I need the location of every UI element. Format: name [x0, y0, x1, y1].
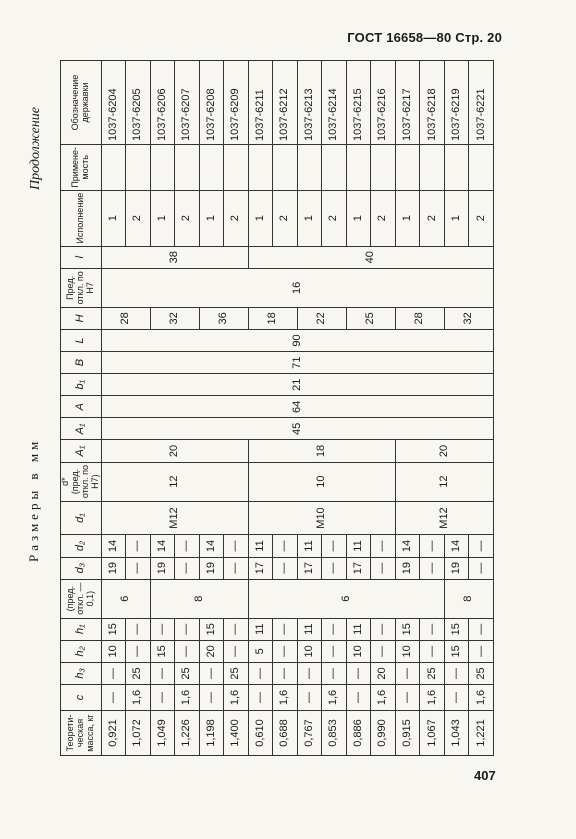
cell-h: 18 — [248, 307, 297, 329]
cell-mass: 1,221 — [469, 711, 494, 756]
cell-c: — — [444, 684, 469, 710]
cell-d3: — — [322, 557, 347, 579]
cell-application — [101, 145, 126, 191]
cell-mass: 1,067 — [420, 711, 445, 756]
cell-h: 28 — [395, 307, 444, 329]
cell-c: — — [346, 684, 371, 710]
cell-application — [199, 145, 224, 191]
cell-c: 1,6 — [371, 684, 396, 710]
cell-c: — — [395, 684, 420, 710]
cell-h2: — — [175, 640, 200, 662]
cell-h1: — — [469, 618, 494, 640]
cell-c: — — [101, 684, 126, 710]
cell-h1: 15 — [444, 618, 469, 640]
cell-h3: 25 — [224, 662, 249, 684]
cell-h2: — — [371, 640, 396, 662]
cell-c: — — [248, 684, 273, 710]
cell-h1: — — [273, 618, 298, 640]
cell-d3-tol: 8 — [444, 579, 493, 618]
cell-h3: 25 — [469, 662, 494, 684]
cell-designation: 1037-6217 — [395, 61, 420, 145]
cell-b-small: 16 — [101, 268, 493, 307]
cell-c: 1,6 — [469, 684, 494, 710]
cell-version: 2 — [469, 190, 494, 246]
col-application: Примене-мость — [61, 145, 102, 191]
cell-mass: 0,853 — [322, 711, 347, 756]
cell-designation: 1037-6204 — [101, 61, 126, 145]
cell-c: 1,6 — [273, 684, 298, 710]
col-designation: Обозначение державки — [61, 61, 102, 145]
cell-application — [273, 145, 298, 191]
cell-h3: 20 — [371, 662, 396, 684]
cell-h2: 10 — [395, 640, 420, 662]
cell-mass: 1,400 — [224, 711, 249, 756]
cell-h1: 15 — [395, 618, 420, 640]
cell-d3: — — [420, 557, 445, 579]
cell-mass: 0,990 — [371, 711, 396, 756]
cell-h3: — — [395, 662, 420, 684]
col-d: d* (пред. откл. по H7) — [61, 462, 102, 501]
cell-h1: 11 — [248, 618, 273, 640]
page-number: 407 — [474, 768, 496, 783]
cell-h3: — — [248, 662, 273, 684]
cell-c: — — [199, 684, 224, 710]
cell-version: 1 — [395, 190, 420, 246]
continuation-label: Продолжение — [28, 107, 43, 190]
cell-application — [469, 145, 494, 191]
cell-d: 12 — [101, 462, 248, 501]
cell-h2: 20 — [199, 640, 224, 662]
cell-designation: 1037-6208 — [199, 61, 224, 145]
cell-h3: 25 — [126, 662, 151, 684]
cell-h3: — — [150, 662, 175, 684]
cell-d2: — — [126, 535, 151, 557]
cell-a1x: 18 — [248, 440, 395, 462]
cell-version: 1 — [248, 190, 273, 246]
cell-h1: — — [420, 618, 445, 640]
cell-mass: 0,767 — [297, 711, 322, 756]
cell-h: 25 — [346, 307, 395, 329]
cell-h2: — — [322, 640, 347, 662]
col-d3: d₃ — [61, 557, 102, 579]
cell-a: 64 — [101, 396, 493, 418]
cell-version: 2 — [420, 190, 445, 246]
cell-h3: — — [101, 662, 126, 684]
standard-number: ГОСТ 16658—80 — [347, 30, 452, 45]
cell-a1x: 20 — [101, 440, 248, 462]
cell-d2: 11 — [297, 535, 322, 557]
cell-c: — — [150, 684, 175, 710]
cell-c: 1,6 — [322, 684, 347, 710]
cell-d2: 14 — [150, 535, 175, 557]
cell-d2: — — [371, 535, 396, 557]
cell-mass: 0,915 — [395, 711, 420, 756]
cell-designation: 1037-6216 — [371, 61, 396, 145]
cell-h: 36 — [199, 307, 248, 329]
cell-d1: M10 — [248, 501, 395, 535]
cell-l-small: 38 — [101, 246, 248, 268]
cell-h1: — — [224, 618, 249, 640]
cell-h1: — — [150, 618, 175, 640]
cell-c: 1,6 — [175, 684, 200, 710]
col-h1: h₁ — [61, 618, 102, 640]
cell-d3: 17 — [346, 557, 371, 579]
col-h2: h₂ — [61, 640, 102, 662]
cell-mass: 0,610 — [248, 711, 273, 756]
col-b: B — [61, 352, 102, 374]
cell-d1: M12 — [395, 501, 493, 535]
cell-h1: 11 — [346, 618, 371, 640]
cell-d3: — — [273, 557, 298, 579]
cell-h1: — — [322, 618, 347, 640]
cell-d3: — — [469, 557, 494, 579]
cell-d3: 19 — [395, 557, 420, 579]
col-b1: b₁ — [61, 374, 102, 396]
col-a: A — [61, 396, 102, 418]
cell-d2: 11 — [346, 535, 371, 557]
col-b-tol: Пред. откл. по H7 — [61, 268, 102, 307]
cell-mass: 0,921 — [101, 711, 126, 756]
cell-h: 28 — [101, 307, 150, 329]
cell-version: 2 — [126, 190, 151, 246]
cell-designation: 1037-6214 — [322, 61, 347, 145]
cell-h2: — — [420, 640, 445, 662]
cell-version: 1 — [444, 190, 469, 246]
cell-designation: 1037-6213 — [297, 61, 322, 145]
cell-h3: — — [444, 662, 469, 684]
cell-c: 1,6 — [224, 684, 249, 710]
cell-version: 1 — [346, 190, 371, 246]
cell-d2: 14 — [199, 535, 224, 557]
col-a1: A₁ — [61, 418, 102, 440]
cell-application — [150, 145, 175, 191]
cell-d3: — — [126, 557, 151, 579]
cell-version: 1 — [199, 190, 224, 246]
cell-designation: 1037-6206 — [150, 61, 175, 145]
cell-a1: 45 — [101, 418, 493, 440]
cell-d3: 17 — [297, 557, 322, 579]
cell-mass: 0,886 — [346, 711, 371, 756]
cell-version: 2 — [224, 190, 249, 246]
cell-l: 90 — [101, 329, 493, 351]
cell-d: 12 — [395, 462, 493, 501]
cell-h1: 11 — [297, 618, 322, 640]
cell-c: — — [297, 684, 322, 710]
cell-d2: — — [224, 535, 249, 557]
cell-version: 2 — [322, 190, 347, 246]
col-h3: h₃ — [61, 662, 102, 684]
cell-version: 1 — [150, 190, 175, 246]
cell-mass: 0,688 — [273, 711, 298, 756]
cell-application — [346, 145, 371, 191]
cell-d3: — — [224, 557, 249, 579]
cell-b: 71 — [101, 352, 493, 374]
cell-d1: M12 — [101, 501, 248, 535]
cell-application — [322, 145, 347, 191]
cell-d2: — — [175, 535, 200, 557]
col-l-small: l — [61, 246, 102, 268]
cell-h2: — — [224, 640, 249, 662]
cell-application — [420, 145, 445, 191]
col-d1: d₁ — [61, 501, 102, 535]
cell-d: 10 — [248, 462, 395, 501]
cell-mass: 1,043 — [444, 711, 469, 756]
cell-h3: — — [322, 662, 347, 684]
cell-designation: 1037-6209 — [224, 61, 249, 145]
cell-h3: 25 — [420, 662, 445, 684]
cell-h1: — — [371, 618, 396, 640]
cell-version: 2 — [273, 190, 298, 246]
cell-version: 1 — [101, 190, 126, 246]
table-body — [101, 61, 493, 756]
col-a1x: A₁ — [61, 440, 102, 462]
cell-application — [297, 145, 322, 191]
cell-application — [248, 145, 273, 191]
cell-application — [371, 145, 396, 191]
cell-d3-tol: 8 — [150, 579, 248, 618]
cell-mass: 1,072 — [126, 711, 151, 756]
cell-d2: 14 — [101, 535, 126, 557]
cell-d2: — — [273, 535, 298, 557]
cell-h3: 25 — [175, 662, 200, 684]
cell-h2: 5 — [248, 640, 273, 662]
table-row — [101, 61, 126, 756]
cell-h3: — — [199, 662, 224, 684]
cell-h2: 15 — [444, 640, 469, 662]
cell-d2: 11 — [248, 535, 273, 557]
cell-h2: — — [273, 640, 298, 662]
cell-d3: 19 — [444, 557, 469, 579]
cell-d3: 17 — [248, 557, 273, 579]
cell-d2: — — [322, 535, 347, 557]
cell-h3: — — [346, 662, 371, 684]
col-h: H — [61, 307, 102, 329]
cell-d3-tol: 6 — [248, 579, 444, 618]
cell-designation: 1037-6221 — [469, 61, 494, 145]
cell-designation: 1037-6211 — [248, 61, 273, 145]
cell-application — [395, 145, 420, 191]
col-l: L — [61, 329, 102, 351]
col-version: Исполнение — [61, 190, 102, 246]
dimensions-table — [60, 60, 494, 756]
cell-d3-tol: 6 — [101, 579, 150, 618]
col-d3-tol: (пред. откл. —0,1) — [61, 579, 102, 618]
dimensions-table-area — [60, 60, 494, 756]
cell-version: 1 — [297, 190, 322, 246]
cell-h2: 10 — [101, 640, 126, 662]
cell-mass: 1,198 — [199, 711, 224, 756]
cell-b1: 21 — [101, 374, 493, 396]
cell-h3: — — [297, 662, 322, 684]
page-header — [347, 30, 502, 45]
cell-h: 32 — [444, 307, 493, 329]
cell-designation: 1037-6212 — [273, 61, 298, 145]
cell-d3: 19 — [150, 557, 175, 579]
cell-a1x: 20 — [395, 440, 493, 462]
cell-c: 1,6 — [126, 684, 151, 710]
cell-designation: 1037-6207 — [175, 61, 200, 145]
cell-l-small: 40 — [248, 246, 493, 268]
cell-h2: 10 — [297, 640, 322, 662]
cell-h2: 10 — [346, 640, 371, 662]
cell-d2: 14 — [444, 535, 469, 557]
cell-application — [175, 145, 200, 191]
cell-c: 1,6 — [420, 684, 445, 710]
cell-designation: 1037-6205 — [126, 61, 151, 145]
cell-h: 32 — [150, 307, 199, 329]
cell-d3: 19 — [101, 557, 126, 579]
cell-h1: 15 — [101, 618, 126, 640]
cell-application — [444, 145, 469, 191]
page-label: Стр. 20 — [455, 30, 502, 45]
cell-h2: — — [469, 640, 494, 662]
col-c: c — [61, 684, 102, 710]
cell-h2: 15 — [150, 640, 175, 662]
cell-application — [224, 145, 249, 191]
cell-d2: — — [420, 535, 445, 557]
col-mass: Теорети-ческая масса, кг — [61, 711, 102, 756]
cell-d3: 19 — [199, 557, 224, 579]
col-d2: d₂ — [61, 535, 102, 557]
cell-h3: — — [273, 662, 298, 684]
cell-designation: 1037-6219 — [444, 61, 469, 145]
cell-designation: 1037-6215 — [346, 61, 371, 145]
cell-d2: — — [469, 535, 494, 557]
cell-mass: 1,049 — [150, 711, 175, 756]
cell-version: 2 — [175, 190, 200, 246]
cell-mass: 1,226 — [175, 711, 200, 756]
cell-d2: 14 — [395, 535, 420, 557]
cell-h1: — — [175, 618, 200, 640]
cell-d3: — — [371, 557, 396, 579]
cell-h: 22 — [297, 307, 346, 329]
table-header-row — [61, 61, 102, 756]
cell-h1: — — [126, 618, 151, 640]
cell-d3: — — [175, 557, 200, 579]
cell-application — [126, 145, 151, 191]
cell-designation: 1037-6218 — [420, 61, 445, 145]
dimensions-caption: Размеры в мм — [26, 437, 41, 563]
cell-h2: — — [126, 640, 151, 662]
cell-version: 2 — [371, 190, 396, 246]
cell-h1: 15 — [199, 618, 224, 640]
